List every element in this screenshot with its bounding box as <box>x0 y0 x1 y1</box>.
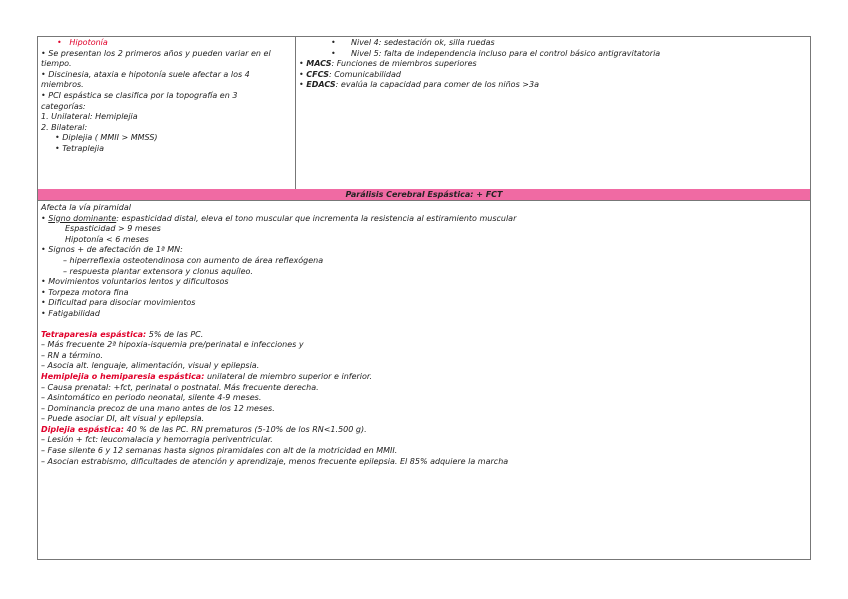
nivel-5: Nivel 5: falta de independencia incluso para el control básico antigravitatoria <box>350 48 661 58</box>
edacs-value: : evalúa la capacidad para comer de los niños >3a <box>335 80 539 90</box>
dip-line-3: – Asocian estrabismo, dificultades de atención y aprendizaje, menos frecuente epilepsia. El 85% adquiere la marcha <box>41 456 509 466</box>
tetraparesia-value: 5% de las PC. <box>146 329 204 339</box>
body-line-8: • Movimientos voluntarios lentos y dificultosos <box>41 277 229 287</box>
signo-dominante-key: Signo dominante <box>48 213 117 223</box>
hemiplejia-value: unilateral de miembro superior e inferior. <box>204 371 373 381</box>
section-body <box>38 202 810 468</box>
document-table <box>37 36 811 560</box>
left-line-7: categorías: <box>41 101 86 111</box>
macs-key: MACS <box>306 59 332 69</box>
hemi-line-1: – Causa prenatal: +fct, perinatal o postnatal. Más frecuente derecha. <box>41 382 319 392</box>
hemi-line-2: – Asintomático en periodo neonatal, silente 4-9 meses. <box>41 393 262 403</box>
body-line-10: • Dificultad para disociar movimientos <box>41 298 196 308</box>
body-line-7: – respuesta plantar extensora y clonus aquíleo. <box>63 266 253 276</box>
left-line-5: miembros. <box>41 80 84 90</box>
hemi-line-3: – Dominancia precoz de una mano antes de los 12 meses. <box>41 403 275 413</box>
edacs-line: • EDACS: evalúa la capacidad para comer de los niños >3a <box>299 80 539 90</box>
top-row <box>38 37 810 190</box>
body-line-9: • Torpeza motora fina <box>41 287 129 297</box>
nivel-4: Nivel 4: sedestación ok, silla ruedas <box>350 38 495 47</box>
body-line-6: – hiperreflexia osteotendinosa con aumento de área reflexógena <box>63 255 324 265</box>
body-line-11: • Fatigabilidad <box>41 308 100 318</box>
left-line-9: 2. Bilateral: <box>41 122 88 132</box>
hemiplejia-key: Hemiplejia o hemiparesia espástica: <box>41 371 205 381</box>
left-line-8: 1. Unilateral: Hemiplejia <box>41 112 138 122</box>
tetraparesia-key: Tetraparesia espástica: <box>41 329 147 339</box>
hemi-line-4: – Puede asociar DI, alt visual y epilepsia. <box>41 414 205 424</box>
cfcs-line: • CFCS: Comunicabilidad <box>299 69 401 79</box>
section-header-bar: Parálisis Cerebral Espástica: + FCT <box>38 189 810 201</box>
left-line-11: • Tetraplejia <box>55 143 104 153</box>
tetra-line-1: – Más frecuente 2ª hipoxia-isquemia pre/perinatal e infecciones y <box>41 340 304 350</box>
tetraparesia-line <box>41 330 807 341</box>
dip-line-2: – Fase silente 6 y 12 semanas hasta signos piramidales con alt de la motricidad en MMII. <box>41 446 398 456</box>
dip-line-1: – Lesión + fct: leucomalacia y hemorragia periventricular. <box>41 435 273 445</box>
hemiplejia-line <box>41 372 807 383</box>
diplejia-line <box>41 425 807 436</box>
body-line-3: Espasticidad > 9 meses <box>65 224 161 234</box>
hipotonia-bullet: • Hipotonía <box>57 38 108 47</box>
diplejia-value: 40 % de las PC. RN prematuros (5-10% de los RN<1.500 g). <box>123 424 367 434</box>
body-line-1: Afecta la vía piramidal <box>41 203 131 212</box>
macs-value: : Funciones de miembros superiores <box>331 59 477 69</box>
hipotonia-label: Hipotonía <box>69 38 108 47</box>
left-line-10: • Diplejia ( MMII > MMSS) <box>55 133 158 143</box>
right-line-1: • Nivel 4: sedestación ok, silla ruedas <box>331 38 495 47</box>
signo-dominante-value: : espasticidad distal, eleva el tono muscular que incrementa la resistencia al estiramiento muscular <box>116 213 517 223</box>
cfcs-value: : Comunicabilidad <box>328 69 401 79</box>
left-line-2: • Se presentan los 2 primeros años y pueden variar en el <box>41 48 271 58</box>
signo-dominante-line: • Signo dominante: espasticidad distal, eleva el tono muscular que incrementa la resistencia al estiramiento muscular <box>41 213 517 223</box>
macs-line: • MACS: Funciones de miembros superiores <box>299 59 477 69</box>
left-line-3: tiempo. <box>41 59 72 69</box>
tetra-line-2: – RN a término. <box>41 350 103 360</box>
left-column <box>38 37 296 189</box>
right-line-2: • Nivel 5: falta de independencia incluso para el control básico antigravitatoria <box>331 48 661 58</box>
edacs-key: EDACS <box>306 80 336 90</box>
left-line-4: • Discinesia, ataxia e hipotonía suele afectar a los 4 <box>41 69 250 79</box>
body-line-4: Hipotonía < 6 meses <box>65 234 149 244</box>
right-column <box>296 37 810 189</box>
body-line-5: • Signos + de afectación de 1ª MN: <box>41 245 183 255</box>
cfcs-key: CFCS <box>306 69 329 79</box>
tetra-line-3: – Asocia alt. lenguaje, alimentación, visual y epilepsia. <box>41 361 260 371</box>
diplejia-key: Diplejia espástica: <box>41 424 124 434</box>
left-line-6: • PCI espástica se clasifica por la topografía en 3 <box>41 90 238 100</box>
